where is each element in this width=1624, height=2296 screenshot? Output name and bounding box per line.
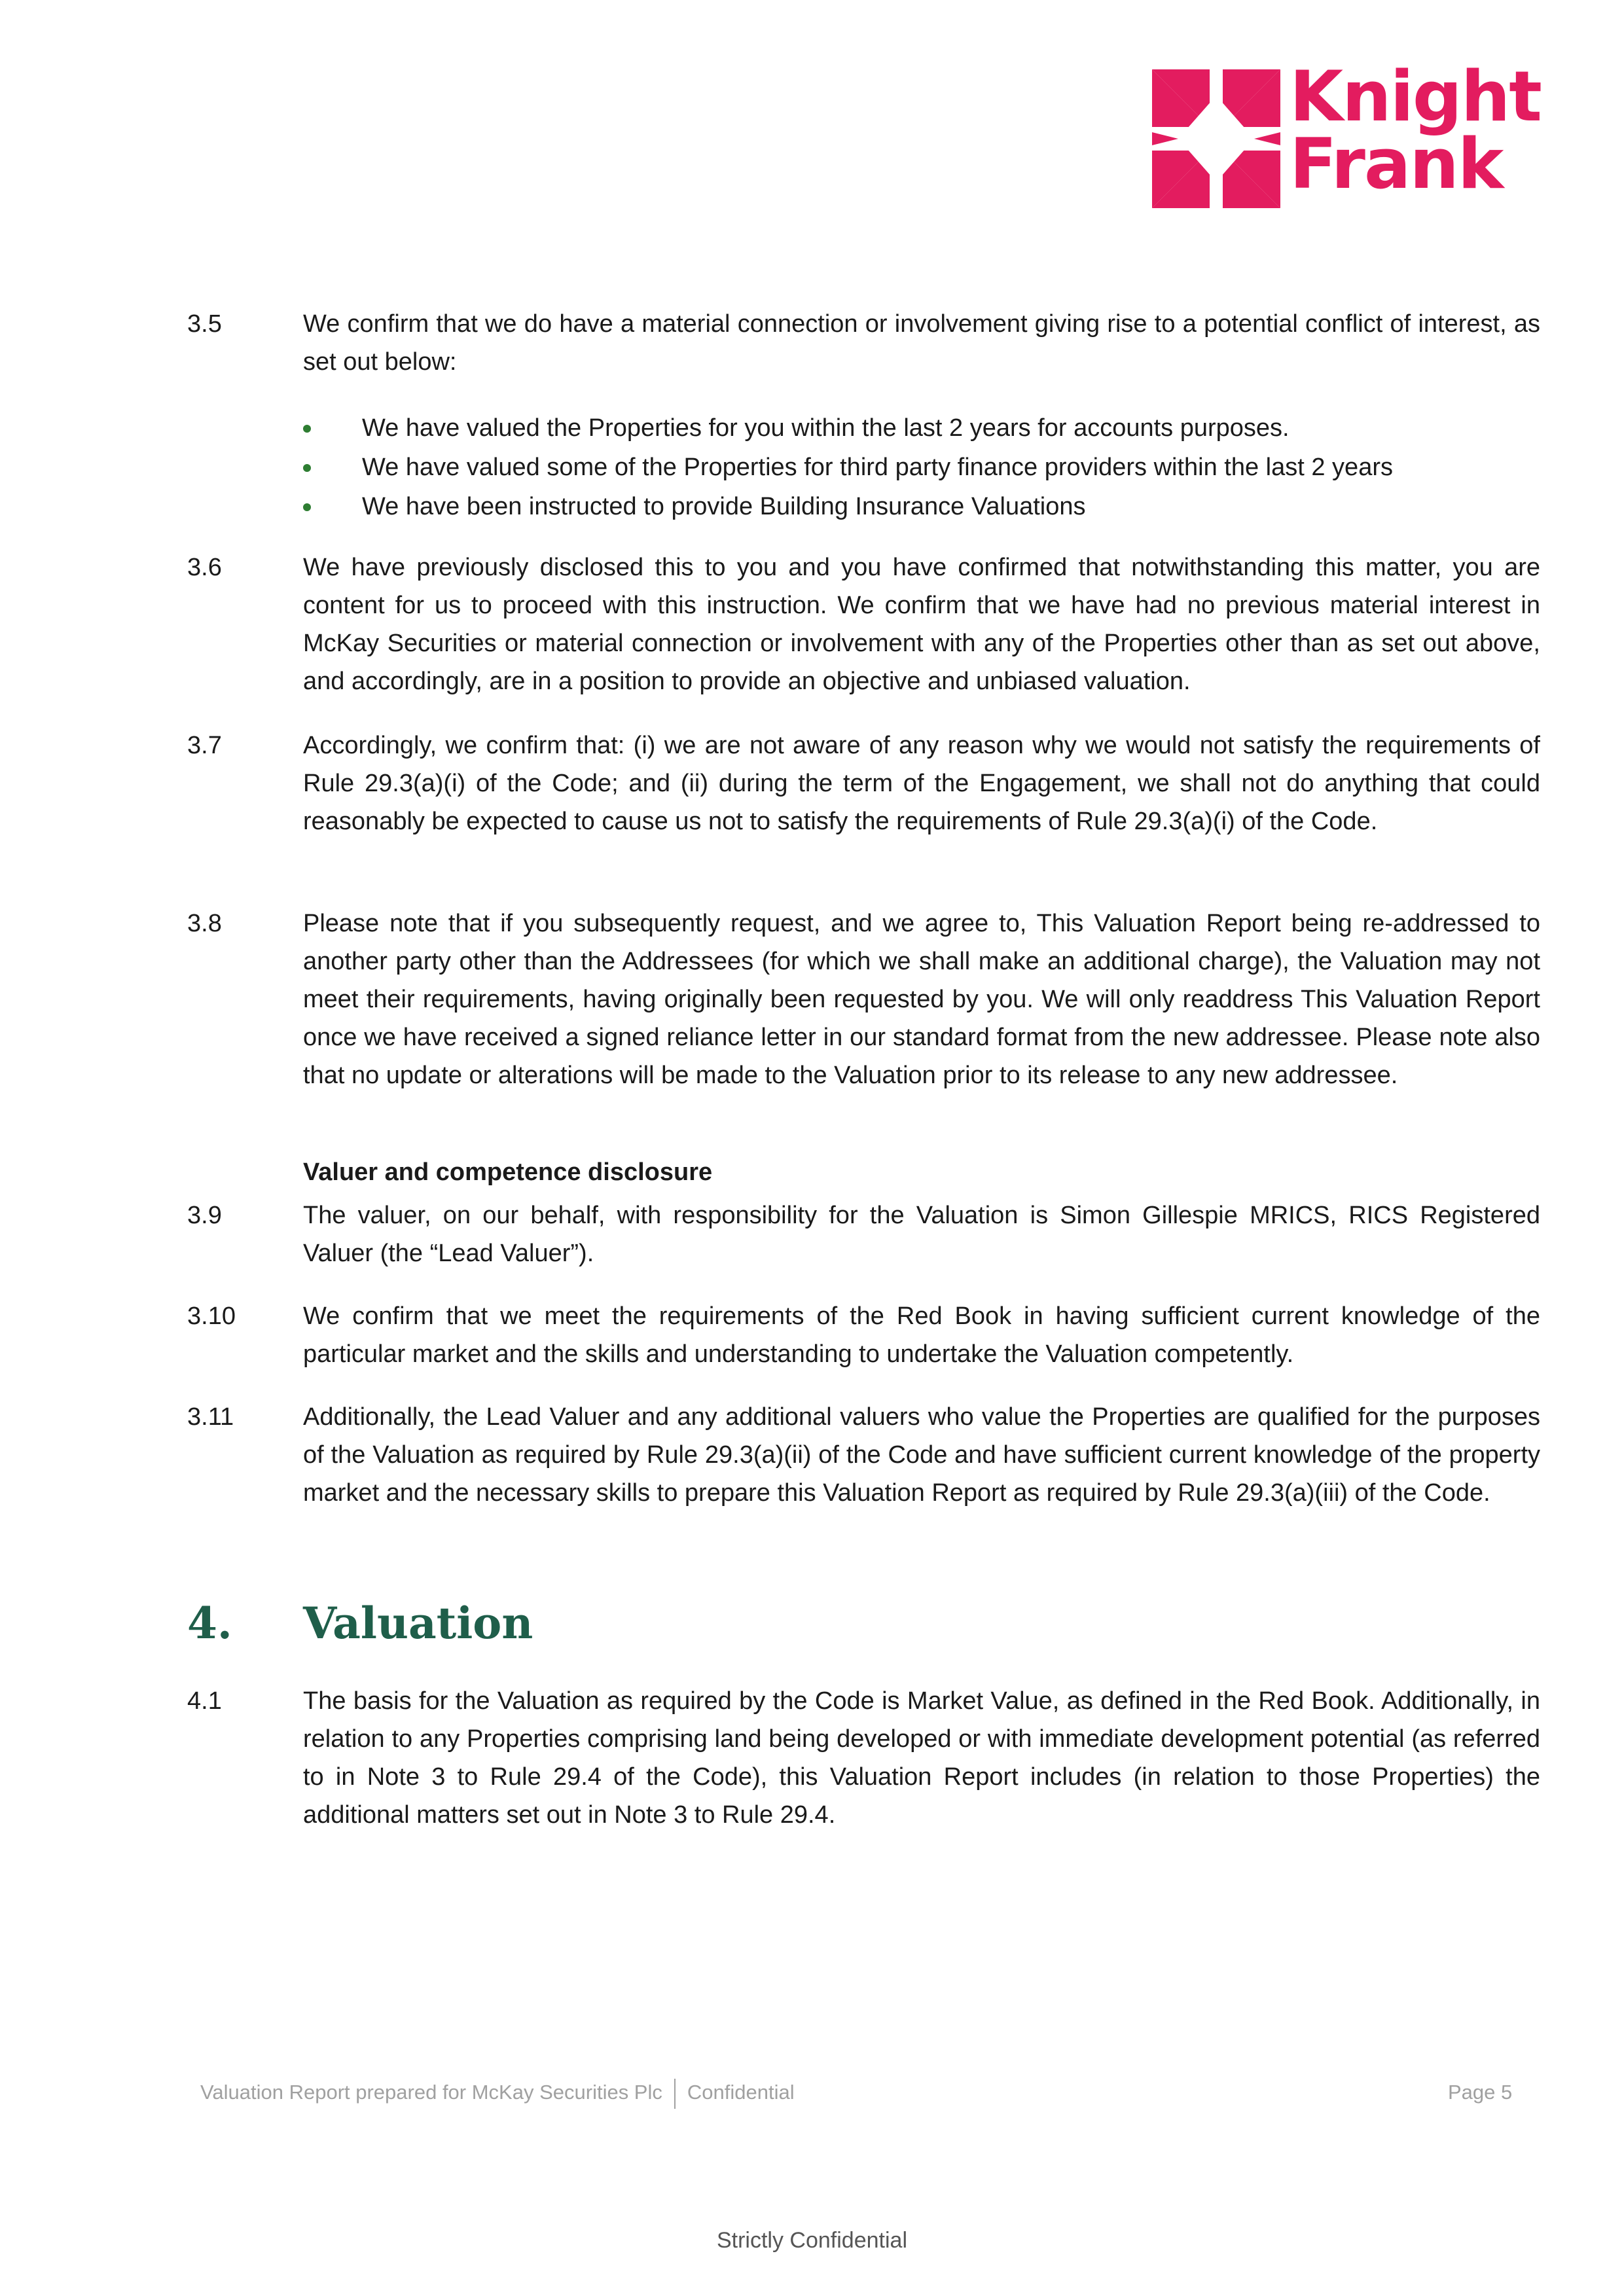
clause-number: 3.5 (187, 310, 222, 338)
footer-report-title: Valuation Report prepared for McKay Securities Plc (200, 2081, 662, 2104)
clause-text: The basis for the Valuation as required by the Code is Market Value, as defined in the Red Book. Additionally, in relation to any Properties comprising land being developed or with immediate development potential (as referred to in Note 3 to Rule 29.4 of the Code), this Valuation Report includes (in relation to those Properties) the additional matters set out in Note 3 to Rule 29.4. (303, 1687, 1540, 1829)
clause-text: We have previously disclosed this to you and you have confirmed that notwithstanding this matter, you are content for us to proceed with this instruction. We confirm that we have had no previous material interest in McKay Securities or material connection or involvement with any of the Properties other than as set out above, and accordingly, are in a position to provide an objective and unbiased valuation. (303, 554, 1540, 695)
clause-number: 3.10 (187, 1302, 236, 1330)
clause-number: 3.7 (187, 732, 222, 759)
logo-mark-icon (1152, 69, 1280, 208)
bullet-icon (303, 503, 311, 511)
clause-text: Additionally, the Lead Valuer and any additional valuers who value the Properties are qualified for the purposes of the Valuation as required by Rule 29.3(a)(ii) of the Code and have sufficient current knowledge of the property market and the necessary skills to prepare this Valuation Report as required by Rule 29.3(a)(iii) of the Code. (303, 1403, 1540, 1507)
clause-text: Please note that if you subsequently request, and we agree to, This Valuation Report being re-addressed to another party other than the Addressees (for which we shall make an additional charge), the Valuation may not meet their requirements, having originally been requested by you. We will only readdress This Valuation Report once we have received a signed reliance letter in our standard format from the new addressee. Please note also that no update or alterations will be made to the Valuation prior to its release to any new addressee. (303, 910, 1540, 1089)
clause-number: 3.8 (187, 910, 222, 937)
clause-number: 3.6 (187, 554, 222, 581)
knight-frank-logo (1152, 56, 1545, 220)
conflict-bullet-list (303, 408, 1540, 526)
subheading: Valuer and competence disclosure (303, 1158, 713, 1186)
footer-classification: Confidential (687, 2081, 795, 2104)
footer-left (200, 2076, 795, 2109)
logo-line-1: Knight (1290, 56, 1541, 137)
section-number: 4. (187, 1598, 232, 1649)
clause-text: The valuer, on our behalf, with responsibility for the Valuation is Simon Gillespie MRICS, RICS Registered Valuer (the “Lead Valuer”). (303, 1202, 1540, 1267)
clause-number: 3.11 (187, 1403, 234, 1431)
clause-number: 4.1 (187, 1687, 222, 1715)
confidential-notice: Strictly Confidential (716, 2228, 907, 2253)
logo-wordmark (1290, 56, 1541, 204)
list-item: We have valued some of the Properties for third party finance providers within the last 2 years (303, 448, 1540, 487)
page-number: Page 5 (1448, 2081, 1513, 2104)
clause-number: 3.9 (187, 1202, 222, 1229)
list-item: We have been instructed to provide Building Insurance Valuations (303, 487, 1540, 526)
clause-text: We confirm that we meet the requirements of the Red Book in having sufficient current knowledge of the particular market and the skills and understanding to undertake the Valuation competently. (303, 1302, 1540, 1368)
bullet-icon (303, 425, 311, 433)
clause-text: Accordingly, we confirm that: (i) we are not aware of any reason why we would not satisfy the requirements of Rule 29.3(a)(i) of the Code; and (ii) during the term of the Engagement, we shall not do anything that could reasonably be expected to cause us not to satisfy the requirements of Rule 29.3(a)(i) of the Code. (303, 732, 1540, 835)
section-title: Valuation (303, 1598, 533, 1649)
list-item: We have valued the Properties for you within the last 2 years for accounts purposes. (303, 408, 1540, 448)
clause-text: We confirm that we do have a material connection or involvement giving rise to a potential conflict of interest, as set out below: (303, 310, 1540, 376)
logo-line-2: Frank (1290, 124, 1503, 204)
bullet-icon (303, 464, 311, 472)
footer-separator (674, 2079, 676, 2109)
